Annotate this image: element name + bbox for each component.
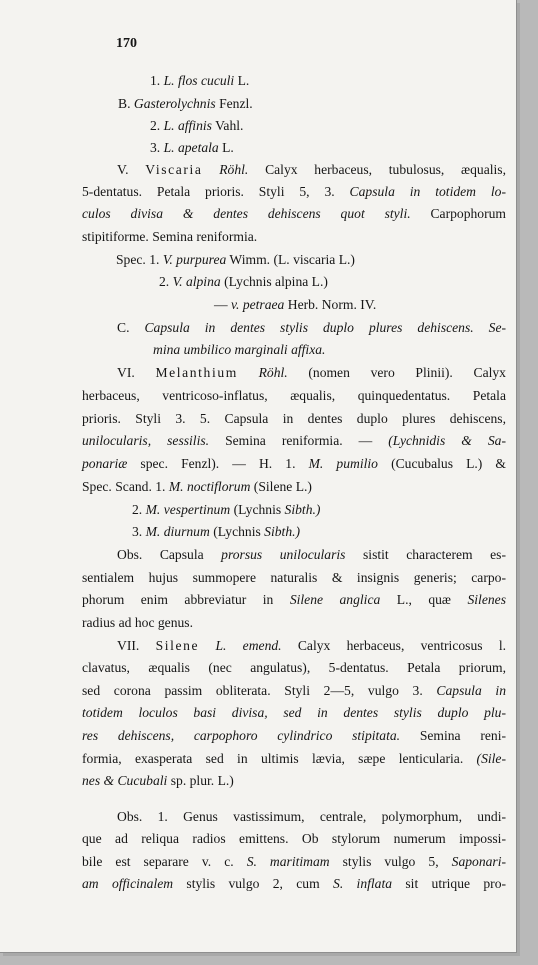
italic-run: Saponari- (451, 854, 507, 869)
text-line-8 (82, 227, 516, 246)
spaced-run: Melanthium (155, 365, 238, 380)
text-run: sit utrique pro- (392, 876, 507, 891)
italic-run: prorsus unilocularis (221, 547, 346, 562)
text-run: Calyx herbaceus, ventricosus l. (281, 638, 507, 653)
italic-run: M. diurnum (145, 524, 210, 539)
text-line-7 (82, 204, 506, 223)
text-line-15 (82, 386, 506, 405)
italic-run: totidem loculos basi divisa, sed in dentes stylis duplo plu- (82, 705, 506, 720)
italic-run: Röhl. (219, 162, 249, 177)
text-run: sentialem hujus summopere naturalis & insignis generis; carpo- (82, 570, 506, 585)
text-line-19 (82, 477, 516, 496)
italic-run: unilocularis, sessilis. (82, 433, 210, 448)
italic-run: L. affinis (163, 118, 212, 133)
text-line-4 (150, 138, 516, 157)
italic-run: Capsula in totidem lo- (349, 184, 506, 199)
italic-run: V. purpurea (162, 252, 227, 267)
text-run: 2. (132, 502, 146, 517)
italic-run: res dehiscens, carpophoro cylindrico stipitata. (82, 728, 401, 743)
text-line-35 (82, 852, 506, 871)
text-run: 5-dentatus. Petala prioris. Styli 5, 3. (82, 184, 350, 199)
italic-run: M. vespertinum (145, 502, 231, 517)
text-run: Semina reni- (400, 728, 506, 743)
text-line-17 (82, 431, 506, 450)
italic-run: L. emend. (215, 638, 282, 653)
text-run: stylis vulgo 2, cum (173, 876, 334, 891)
italic-run: Sibth.) (284, 502, 321, 517)
text-run: 2. (159, 274, 173, 289)
text-run: Spec. 1. (116, 252, 163, 267)
italic-run: nes & Cucubali (82, 773, 168, 788)
text-run: Calyx herbaceus, tubulosus, æqualis, (248, 162, 506, 177)
text-line-6 (82, 182, 506, 201)
italic-run: Röhl. (258, 365, 288, 380)
text-line-11 (214, 295, 516, 314)
text-line-3 (150, 116, 516, 135)
italic-run: Gasterolychnis (133, 96, 216, 111)
text-line-2 (118, 94, 516, 113)
italic-run: am officinalem (82, 876, 174, 891)
italic-run: (Lychnidis & Sa- (388, 433, 506, 448)
text-run: (Cucubalus L.) & (377, 456, 506, 471)
text-run: 1. (150, 73, 164, 88)
text-run: V. (117, 162, 146, 177)
text-run: sp. plur. L.) (167, 773, 234, 788)
italic-run: Capsula in (436, 683, 506, 698)
text-run: sed corona passim obliterata. Styli 2—5, vulgo 3. (82, 683, 437, 698)
text-line-27 (82, 658, 506, 677)
text-run: (Lychnis alpina L.) (220, 274, 328, 289)
text-run: que ad reliqua radios emittens. Ob stylorum numerum impossi- (82, 831, 506, 846)
text-run: stipitiforme. Semina reniformia. (82, 229, 258, 244)
text-run: — (214, 297, 231, 312)
text-line-25 (82, 613, 516, 632)
text-run: (Silene L.) (250, 479, 312, 494)
page-number: 170 (116, 36, 137, 51)
text-run: 2. (150, 118, 164, 133)
text-run: 3. (150, 140, 164, 155)
text-run: (nomen vero Plinii). Calyx (287, 365, 506, 380)
text-line-24 (82, 590, 506, 609)
text-line-20 (132, 500, 516, 519)
text-line-16 (82, 409, 506, 428)
text-line-12 (117, 318, 506, 337)
text-run: stylis vulgo 5, (329, 854, 452, 869)
text-run: formia, exasperata sed in ultimis lævia, sæpe lenticularia. (82, 751, 477, 766)
text-run: phorum enim abbreviatur in (82, 592, 290, 607)
italic-run: M. pumilio (308, 456, 378, 471)
text-line-10 (159, 272, 516, 291)
italic-run: L. apetala (163, 140, 219, 155)
text-run (238, 365, 259, 380)
text-line-1 (150, 71, 516, 90)
text-run (199, 638, 215, 653)
text-run: herbaceus, ventricoso-inflatus, æqualis, quinquedentatus. Petala (82, 388, 506, 403)
italic-run: mina umbilico marginali affixa. (153, 342, 326, 357)
text-line-5 (117, 160, 506, 179)
text-run: Wimm. (L. viscaria L.) (226, 252, 355, 267)
italic-run: V. alpina (172, 274, 221, 289)
text-line-23 (82, 568, 506, 587)
spaced-run: Viscaria (145, 162, 203, 177)
italic-run: Capsula in dentes stylis duplo plures dehiscens. Se- (144, 320, 507, 335)
text-run (203, 162, 220, 177)
text-line-32 (82, 771, 516, 790)
text-run: Spec. Scand. 1. (82, 479, 169, 494)
text-run: L. (218, 140, 234, 155)
italic-run: (Sile- (476, 751, 506, 766)
text-run: 3. (132, 524, 146, 539)
italic-run: M. noctiflorum (168, 479, 251, 494)
text-line-18 (82, 454, 506, 473)
text-run: B. (118, 96, 134, 111)
text-line-31 (82, 749, 506, 768)
text-run: Herb. Norm. IV. (284, 297, 377, 312)
text-run: spec. Fenzl). — H. 1. (127, 456, 309, 471)
text-run: prioris. Styli 3. 5. Capsula in dentes duplo plures dehiscens, (82, 411, 506, 426)
italic-run: v. petraea (231, 297, 285, 312)
text-run: Obs. Capsula (117, 547, 222, 562)
italic-run: Silene anglica (289, 592, 381, 607)
text-run: Vahl. (211, 118, 244, 133)
text-line-30 (82, 726, 506, 745)
text-line-13 (153, 340, 516, 359)
italic-run: Sibth.) (264, 524, 301, 539)
text-run: VII. (117, 638, 156, 653)
italic-run: S. maritimam (246, 854, 330, 869)
text-line-9 (116, 250, 516, 269)
italic-run: ponariæ (82, 456, 128, 471)
text-line-36 (82, 874, 506, 893)
text-run: Obs. 1. Genus vastissimum, centrale, polymorphum, undi- (117, 809, 506, 824)
text-line-14 (117, 363, 506, 382)
text-run: sistit characterem es- (345, 547, 507, 562)
text-run: Fenzl. (215, 96, 253, 111)
italic-run: L. flos cuculi (163, 73, 235, 88)
italic-run: S. inflata (333, 876, 393, 891)
text-run: L., quæ (380, 592, 468, 607)
text-line-28 (82, 681, 506, 700)
text-run: clavatus, æqualis (nec angulatus), 5-dentatus. Petala priorum, (82, 660, 506, 675)
text-line-26 (117, 636, 506, 655)
text-run: radius ad hoc genus. (82, 615, 193, 630)
text-line-22 (117, 545, 506, 564)
text-run: VI. (117, 365, 156, 380)
text-run: (Lychnis (230, 502, 285, 517)
text-run: Semina reniformia. — (209, 433, 389, 448)
text-run: L. (234, 73, 250, 88)
text-run: Carpophorum (410, 206, 506, 221)
text-line-34 (82, 829, 506, 848)
text-run: bile est separare v. c. (82, 854, 247, 869)
text-line-29 (82, 703, 506, 722)
text-line-21 (132, 522, 516, 541)
text-run: (Lychnis (209, 524, 265, 539)
italic-run: culos divisa & dentes dehiscens quot styli. (82, 206, 411, 221)
italic-run: Silenes (467, 592, 506, 607)
spaced-run: Silene (155, 638, 200, 653)
text-line-33 (117, 807, 506, 826)
text-run: C. (117, 320, 145, 335)
